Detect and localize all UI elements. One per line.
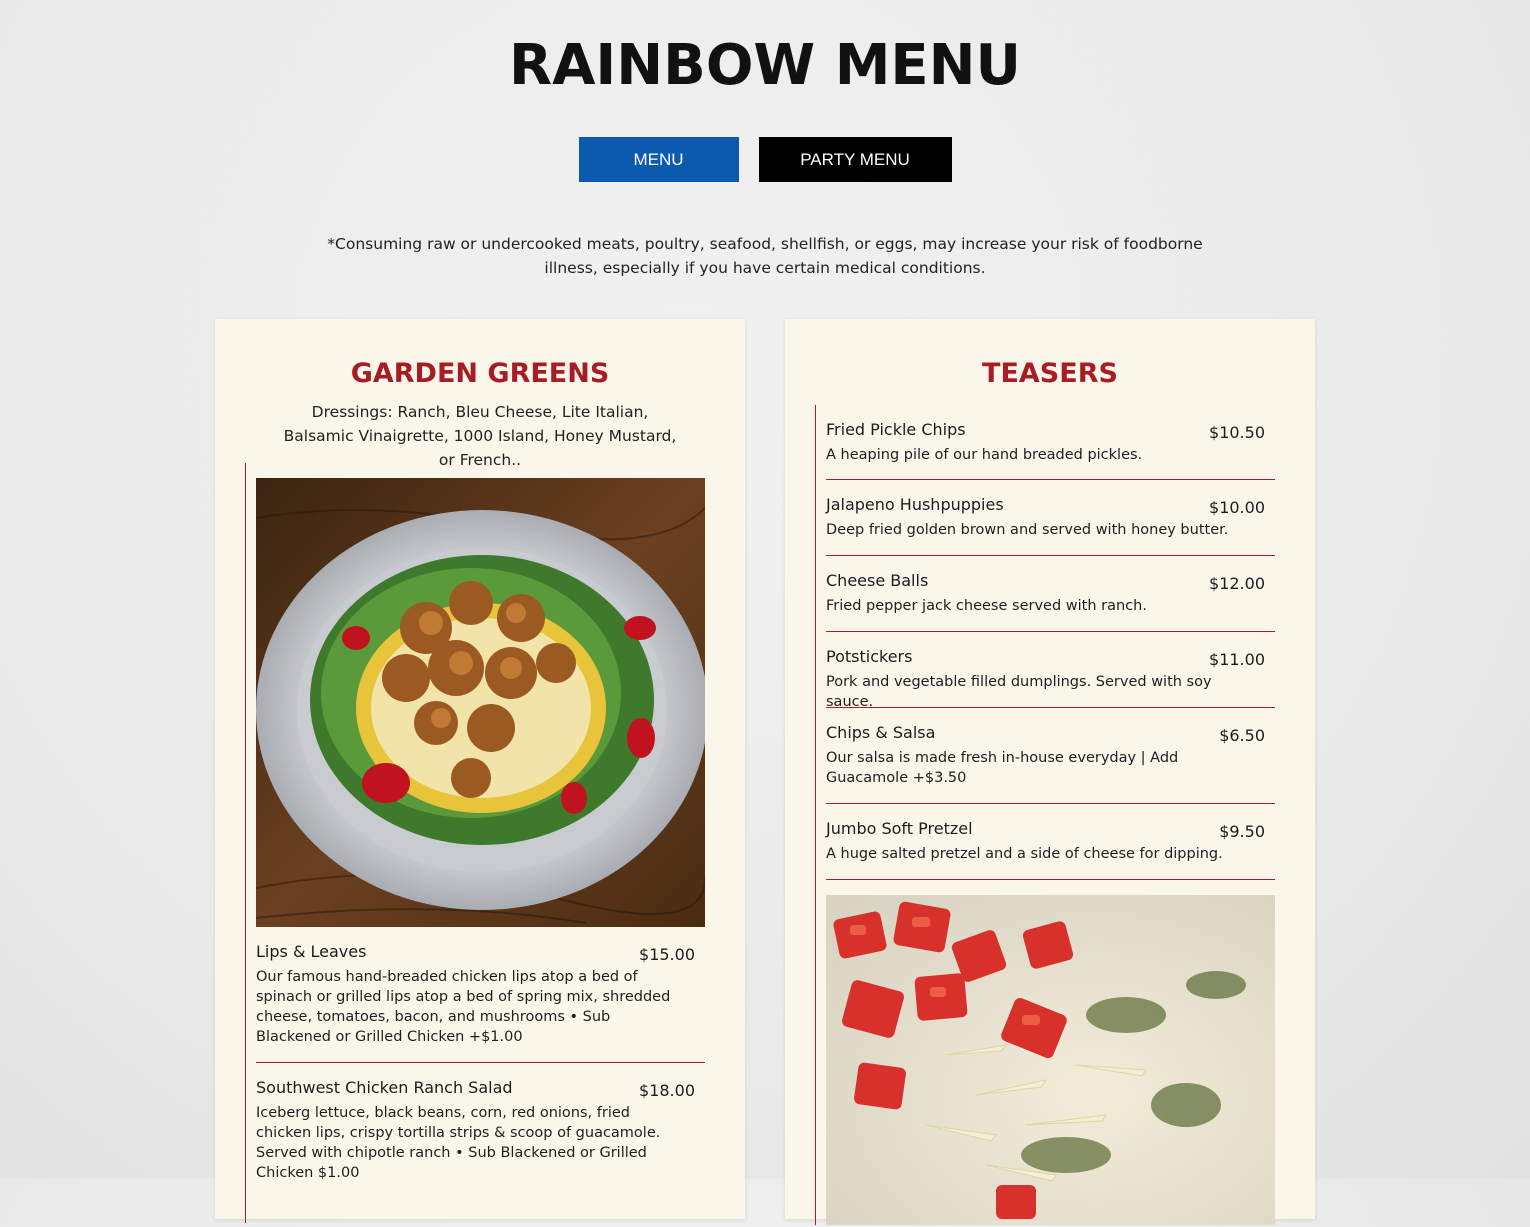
item-description: A heaping pile of our hand breaded pickles. [826,447,1143,463]
item-name: Lips & Leaves [256,942,367,961]
item-price: $9.50 [1219,822,1265,841]
item-price: $18.00 [639,1081,695,1100]
page-title: RAINBOW MENU [508,33,1022,98]
section-divider-line [245,463,246,1223]
item-description: Deep fried golden brown and served with honey butter. [826,522,1229,538]
item-price: $12.00 [1209,574,1265,593]
item-description: Pork and vegetable filled dumplings. Served with soy sauce. [826,674,1212,710]
salad-image [256,478,705,927]
garden-greens-card [215,319,745,1219]
dip-image [826,895,1275,1225]
menu-item-chips-salsa[interactable] [826,722,1275,804]
item-name: Potstickers [826,647,913,666]
item-name: Jumbo Soft Pretzel [826,819,973,838]
item-description: Our salsa is made fresh in-house everyday | Add Guacamole +$3.50 [826,750,1179,786]
item-description: Fried pepper jack cheese served with ranch. [826,598,1147,614]
item-name: Jalapeno Hushpuppies [826,495,1004,514]
menu-item-fried-pickle-chips[interactable] [826,419,1275,480]
menu-item-southwest-salad[interactable] [256,1077,705,1227]
item-name: Southwest Chicken Ranch Salad [256,1078,513,1097]
menu-item-cheese-balls[interactable] [826,570,1275,632]
menu-button[interactable]: MENU [579,137,739,182]
menu-item-potstickers[interactable] [826,646,1275,708]
section-divider-line [815,405,816,1225]
item-name: Chips & Salsa [826,723,936,742]
item-price: $15.00 [639,945,695,964]
teasers-title: TEASERS [982,358,1118,389]
menu-item-lips-leaves[interactable] [256,941,705,1063]
dressings-note: Dressings: Ranch, Bleu Cheese, Lite Italian, Balsamic Vinaigrette, 1000 Island, Honey Mustard, or French.. [283,403,677,469]
item-price: $11.00 [1209,650,1265,669]
menu-item-jalapeno-hushpuppies[interactable] [826,494,1275,556]
item-name: Fried Pickle Chips [826,420,966,439]
menu-nav [0,137,1530,182]
party-menu-button[interactable]: PARTY MENU [759,137,952,182]
garden-greens-title: GARDEN GREENS [350,358,610,389]
salad-photo [256,478,705,927]
item-description: Iceberg lettuce, black beans, corn, red onions, fried chicken lips, crispy tortilla strips & scoop of guacamole. Served with chipotle ranch • Sub Blackened or Grilled Chicken $1.00 [256,1105,661,1181]
menu-item-jumbo-soft-pretzel[interactable] [826,818,1275,880]
item-description: Our famous hand-breaded chicken lips atop a bed of spinach or grilled lips atop a bed of spring mix, shredded cheese, tomatoes, bacon, and mushrooms • Sub Blackened or Grilled Chicken +$1.00 [256,969,671,1045]
dip-photo [826,895,1275,1225]
teasers-card [785,319,1315,1219]
item-price: $6.50 [1219,726,1265,745]
food-safety-disclaimer: *Consuming raw or undercooked meats, poultry, seafood, shellfish, or eggs, may increase your risk of foodborne illness, especially if you have certain medical conditions. [327,235,1203,277]
item-price: $10.50 [1209,423,1265,442]
item-description: A huge salted pretzel and a side of cheese for dipping. [826,846,1223,862]
item-price: $10.00 [1209,498,1265,517]
item-name: Cheese Balls [826,571,929,590]
